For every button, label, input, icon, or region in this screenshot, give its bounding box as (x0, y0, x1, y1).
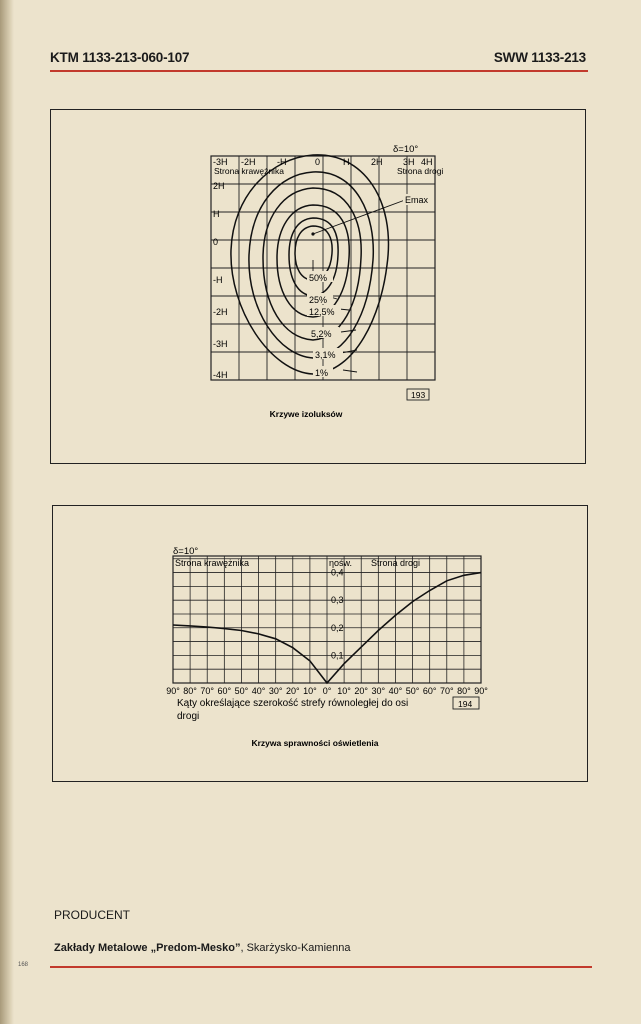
efficiency-x-tick-label: 0° (322, 686, 332, 696)
efficiency-y-tick-label: 0,3 (331, 595, 344, 606)
level-50: 50% (309, 273, 328, 283)
x-tick-minus-3h: -3H (213, 157, 228, 167)
efficiency-y-tick-label: 0,1 (331, 650, 344, 661)
x-tick-2h: 2H (371, 157, 383, 167)
producer-name: Zakłady Metalowe „Predom-Mesko” (54, 942, 241, 954)
catalog-number-right: SWW 1133-213 (493, 50, 586, 65)
isolux-caption: Krzywe izoluksów (269, 409, 343, 419)
x-tick-4h: 4H (421, 157, 433, 167)
emax-point (311, 232, 314, 235)
isolux-curve-25 (289, 218, 338, 296)
y-tick-minus-4h: -4H (213, 370, 228, 380)
efficiency-eta-label: ηośw. (329, 558, 353, 568)
efficiency-x-tick-label: 30° (268, 686, 283, 696)
catalog-number-left: KTM 1133-213-060-107 (50, 50, 190, 65)
producer-heading: PRODUCENT (54, 908, 131, 922)
efficiency-grid (173, 556, 481, 683)
efficiency-curb-side-label: Strona krawężnika (175, 558, 250, 568)
y-tick-h: H (213, 209, 220, 219)
efficiency-x-tick-label: 40° (388, 686, 403, 696)
y-tick-2h: 2H (213, 181, 225, 191)
page-binding-edge (0, 0, 14, 1024)
efficiency-delta: δ=10° (173, 546, 199, 557)
efficiency-x-tick-label: 30° (371, 686, 386, 696)
efficiency-axis-note-line1: Kąty określające szerokość strefy równoległej do osi (177, 698, 409, 709)
efficiency-axis-note-line2: drogi (177, 711, 200, 722)
y-tick-minus-2h: -2H (213, 307, 228, 317)
efficiency-x-tick-label: 60° (217, 686, 232, 696)
level-1: 1% (315, 368, 329, 378)
emax-label: Emax (405, 195, 429, 205)
efficiency-x-tick-label: 70° (200, 686, 215, 696)
page-number: 168 (18, 962, 29, 968)
efficiency-road-side-label: Strona drogi (371, 558, 421, 568)
efficiency-x-tick-label: 50° (234, 686, 249, 696)
header-rule (50, 70, 588, 72)
producer-line (54, 942, 351, 954)
efficiency-x-tick-label: 10° (337, 686, 351, 696)
isolux-figure-frame (50, 109, 586, 464)
x-tick-h: H (343, 157, 350, 167)
level-5-2: 5,2% (311, 329, 332, 339)
producer-city: , Skarżysko-Kamienna (240, 942, 351, 954)
x-tick-3h: 3H (403, 157, 415, 167)
footer-rule (50, 966, 592, 968)
x-tick-0: 0 (315, 157, 321, 167)
y-tick-minus-h: -H (213, 275, 223, 285)
page-header (50, 50, 586, 72)
efficiency-x-tick-label: 70° (439, 686, 454, 696)
isolux-curves (231, 155, 389, 374)
efficiency-x-tick-label: 40° (251, 686, 266, 696)
efficiency-figure-frame (52, 505, 588, 782)
efficiency-x-tick-label: 50° (405, 686, 420, 696)
y-tick-0: 0 (213, 237, 219, 247)
efficiency-x-tick-label: 80° (457, 686, 471, 696)
isolux-delta: δ=10° (393, 144, 419, 155)
efficiency-x-tick-label: 20° (285, 686, 300, 696)
efficiency-x-tick-label: 60° (422, 686, 437, 696)
figure-194-number: 194 (458, 699, 473, 709)
efficiency-x-tick-label: 80° (183, 686, 197, 696)
level-25: 25% (309, 295, 328, 305)
figure-193-number: 193 (411, 390, 426, 400)
y-tick-minus-3h: -3H (213, 339, 228, 349)
efficiency-caption: Krzywa sprawności oświetlenia (251, 738, 379, 748)
efficiency-x-ticks (166, 686, 488, 696)
efficiency-x-tick-label: 20° (354, 686, 369, 696)
x-tick-minus-2h: -2H (241, 157, 256, 167)
efficiency-x-tick-label: 90° (474, 686, 488, 696)
level-3-1: 3,1% (315, 350, 336, 360)
efficiency-y-tick-label: 0,2 (331, 622, 344, 633)
road-side-label: Strona drogi (397, 166, 444, 176)
x-tick-minus-h: -H (277, 157, 287, 167)
isolux-diagram (51, 110, 585, 463)
curb-side-label: Strona krawężnika (214, 166, 284, 176)
efficiency-y-tick-label: 0,4 (331, 567, 344, 578)
level-12-5: 12,5% (309, 307, 335, 317)
efficiency-x-tick-label: 90° (166, 686, 180, 696)
efficiency-x-tick-label: 10° (303, 686, 317, 696)
efficiency-chart (53, 506, 587, 781)
